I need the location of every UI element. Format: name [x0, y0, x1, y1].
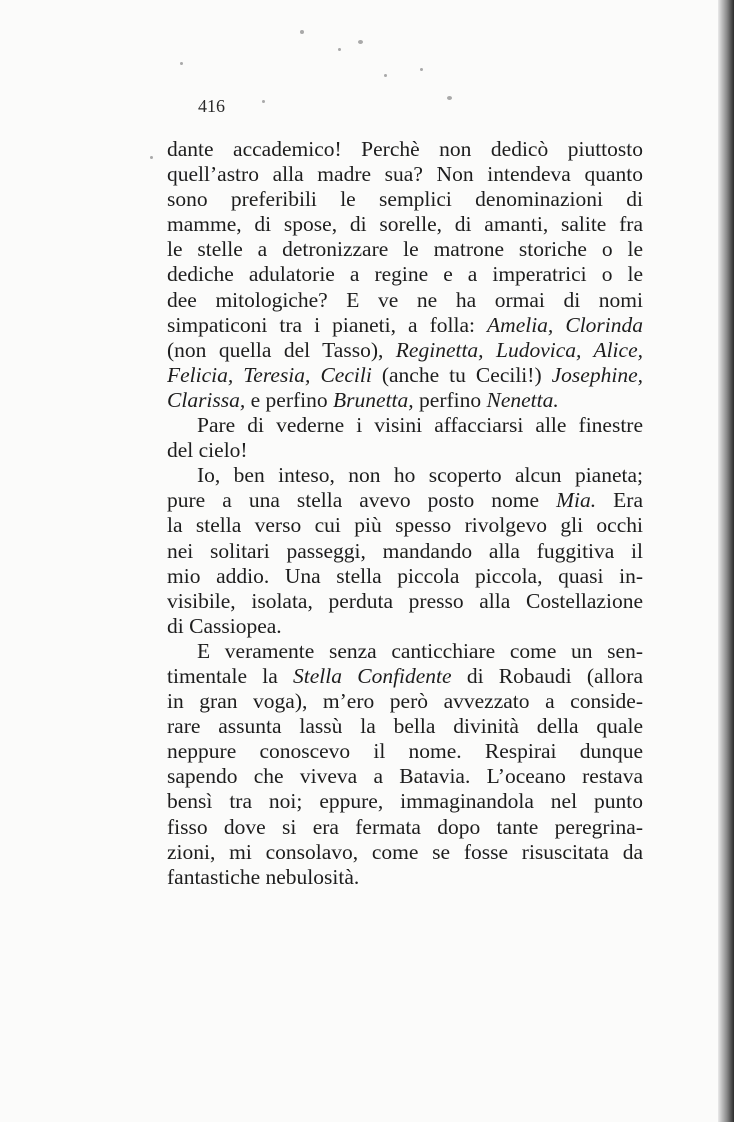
- text-line: nei solitari passeggi, mandando alla fuggitiva il: [167, 538, 643, 563]
- text-segment: di Robaudi (allora: [451, 663, 643, 688]
- text-line: fisso dove si era fermata dopo tante peregrina-: [167, 814, 643, 839]
- text-segment: e perfino: [245, 387, 334, 412]
- italic-name: Mia.: [556, 488, 597, 513]
- text-line: neppure conoscevo il nome. Respirai dunque: [167, 739, 643, 764]
- italic-name: Felicia, Teresia, Cecili: [167, 362, 372, 387]
- italic-name: Clarissa,: [167, 387, 246, 412]
- text-line: dee mitologiche? E ve ne ha ormai di nomi: [167, 287, 643, 312]
- italic-name: Reginetta, Ludovica, Alice,: [395, 337, 643, 362]
- text-line: dante accademico! Perchè non dedicò piuttosto: [167, 137, 643, 161]
- paper-speck: [384, 74, 387, 77]
- text-line: Io, ben inteso, non ho scoperto alcun pianeta;: [197, 463, 643, 488]
- text-segment: Era: [596, 488, 643, 513]
- paper-speck: [420, 68, 423, 71]
- italic-name: Stella Confidente: [293, 663, 452, 688]
- text-line: rare assunta lassù la bella divinità della quale: [167, 714, 643, 739]
- text-line: [167, 338, 643, 363]
- text-line: [167, 363, 643, 388]
- text-line: [167, 388, 643, 413]
- paper-speck: [447, 96, 452, 100]
- text-segment: (non quella del Tasso),: [167, 337, 396, 362]
- text-line: [167, 313, 643, 338]
- text-line: [167, 664, 643, 689]
- paragraph: [167, 463, 643, 639]
- text-line: visibile, isolata, perduta presso alla Costellazione: [167, 588, 643, 613]
- paper-speck: [262, 100, 265, 103]
- body-text: [167, 137, 643, 890]
- text-segment: simpaticoni tra i pianeti, a folla:: [167, 312, 488, 337]
- text-segment: timentale la: [167, 663, 294, 688]
- page-edge-shadow: [718, 0, 734, 1122]
- text-line: sapendo che viveva a Batavia. L’oceano restava: [167, 764, 643, 789]
- text-line: mio addio. Una stella piccola piccola, quasi in-: [167, 563, 643, 588]
- text-line: fantastiche nebulosità.: [167, 864, 360, 889]
- paper-speck: [338, 48, 341, 51]
- paper-speck: [358, 40, 363, 44]
- text-segment: (anche tu Cecili!): [371, 362, 552, 387]
- paragraph: [167, 137, 643, 413]
- text-line: di Cassiopea.: [167, 613, 282, 638]
- text-segment: pure a una stella avevo posto nome: [167, 488, 557, 513]
- text-line: del cielo!: [167, 438, 248, 463]
- text-line: E veramente senza canticchiare come un sen-: [197, 638, 643, 663]
- italic-name: Brunetta,: [333, 387, 414, 412]
- text-line: Pare di vederne i visini affacciarsi alle finestre: [197, 413, 643, 438]
- italic-name: Josephine,: [551, 362, 643, 387]
- text-line: mamme, di spose, di sorelle, di amanti, salite fra: [167, 212, 643, 237]
- text-line: sono preferibili le semplici denominazioni di: [167, 187, 643, 212]
- text-line: bensì tra noi; eppure, immaginandola nel punto: [167, 789, 643, 814]
- italic-name: Amelia, Clorinda: [487, 312, 643, 337]
- text-line: dediche adulatorie a regine e a imperatrici o le: [167, 262, 643, 287]
- text-line: la stella verso cui più spesso rivolgevo gli occhi: [167, 513, 643, 538]
- page-number: 416: [198, 96, 225, 116]
- text-line: le stelle a detronizzare le matrone storiche o le: [167, 237, 643, 262]
- text-line: zioni, mi consolavo, come se fosse risuscitata da: [167, 839, 643, 864]
- text-segment: perfino: [413, 387, 487, 412]
- paper-speck: [300, 30, 304, 34]
- text-line: [167, 488, 643, 513]
- text-line: in gran voga), m’ero però avvezzato a conside-: [167, 689, 643, 714]
- text-line: quell’astro alla madre sua? Non intendeva quanto: [167, 162, 643, 187]
- paper-speck: [180, 62, 183, 65]
- paper-speck: [150, 156, 153, 159]
- italic-name: Nenetta.: [486, 387, 559, 412]
- paragraph: [167, 639, 643, 890]
- paragraph: [167, 413, 643, 463]
